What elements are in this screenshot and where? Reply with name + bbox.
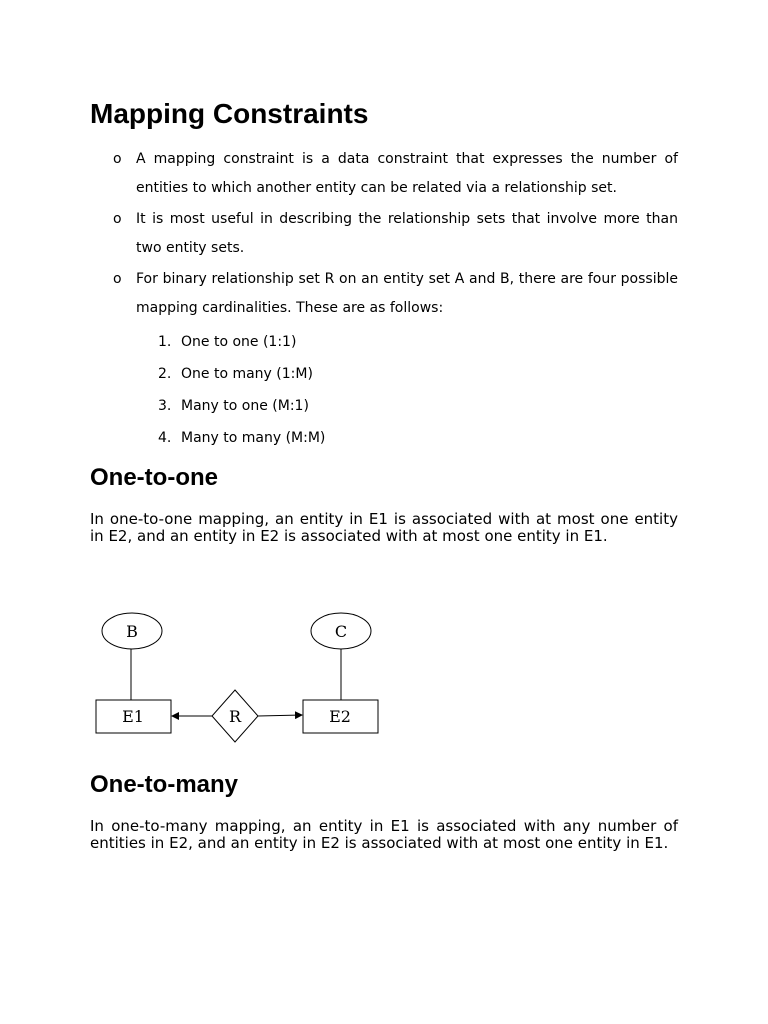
cardinality-item: [158, 358, 325, 390]
cardinality-item: [158, 390, 325, 422]
cardinality-list: [158, 326, 325, 454]
attribute-b-label: B: [126, 622, 138, 641]
cardinality-text: One to one (1:1): [181, 334, 297, 350]
bullet-marker: o: [113, 211, 122, 227]
cardinality-text: One to many (1:M): [181, 366, 313, 382]
list-number: 4.: [158, 430, 172, 446]
bullet-text: It is most useful in describing the relationship sets that involve more than two entity sets.: [136, 211, 678, 256]
relationship-r: [212, 690, 258, 742]
entity-e2-label: E2: [329, 707, 351, 726]
cardinality-item: [158, 326, 325, 358]
entity-e1-label: E1: [122, 707, 144, 726]
page-title: Mapping Constraints: [90, 98, 369, 129]
section-heading-one-to-many: One-to-many: [90, 771, 239, 798]
arrow-to-e2: [258, 715, 302, 716]
list-number: 1.: [158, 334, 172, 350]
er-diagram: [90, 605, 390, 750]
attribute-c: [311, 613, 371, 649]
cardinality-text: Many to one (M:1): [181, 398, 309, 414]
bullet-list: [90, 145, 678, 325]
bullet-item: [90, 205, 678, 263]
bullet-item: [90, 145, 678, 203]
list-number: 3.: [158, 398, 172, 414]
entity-e2: [303, 700, 378, 733]
attribute-c-label: C: [334, 622, 348, 641]
bullet-text: A mapping constraint is a data constraint that expresses the number of entities to which another entity can be related via a relationship set.: [136, 151, 678, 196]
cardinality-item: [158, 422, 325, 454]
entity-e1: [96, 700, 171, 733]
paragraph-one-to-many: In one-to-many mapping, an entity in E1 is associated with any number of entities in E2, and an entity in E2 is associated with at most one entity in E1.: [90, 817, 678, 852]
list-number: 2.: [158, 366, 172, 382]
bullet-item: [90, 265, 678, 323]
cardinality-text: Many to many (M:M): [181, 430, 326, 446]
bullet-marker: o: [113, 151, 122, 167]
paragraph-one-to-one: In one-to-one mapping, an entity in E1 is associated with at most one entity in E2, and an entity in E2 is associated with at most one entity in E1.: [90, 510, 678, 545]
bullet-marker: o: [113, 271, 122, 287]
relationship-r-label: R: [228, 707, 242, 726]
bullet-text: For binary relationship set R on an entity set A and B, there are four possible mapping cardinalities. These are as follows:: [136, 271, 678, 316]
section-heading-one-to-one: One-to-one: [90, 464, 218, 491]
attribute-b: [102, 613, 162, 649]
